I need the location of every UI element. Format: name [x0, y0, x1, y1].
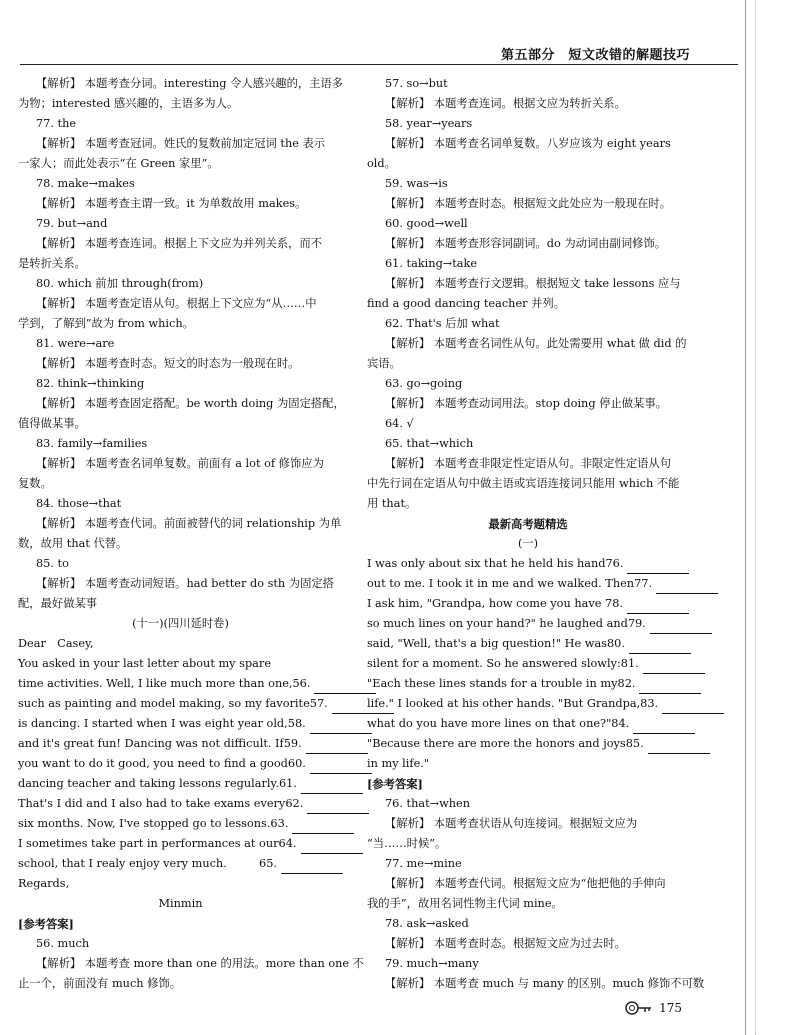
blank-line	[633, 719, 695, 734]
text-line	[18, 794, 343, 814]
text-line: 59. was→is	[385, 177, 448, 190]
text-line: 83. family→families	[36, 437, 148, 450]
answer-blank	[607, 634, 691, 654]
blank-number: 58.	[287, 717, 306, 730]
text-line	[367, 694, 689, 714]
text-line: 【解析】 本题考查形容词副词。do 为动词由副词修饰。	[385, 237, 667, 250]
text-line	[18, 674, 343, 694]
text-line: 77. me→mine	[385, 857, 462, 870]
answer-blank	[626, 734, 710, 754]
blank-number: 80.	[607, 637, 625, 650]
text-line: Minmin	[158, 897, 203, 910]
page-number: 175	[659, 1001, 682, 1015]
blank-line	[656, 579, 718, 594]
passage-text: I sometimes take part in performances at our	[18, 837, 279, 850]
text-line: in my life."	[367, 757, 430, 770]
text-line: [参考答案]	[18, 917, 74, 931]
text-line: 77. the	[36, 117, 77, 130]
blank-number: 64.	[278, 837, 297, 850]
text-line: 【解析】 本题考查名词单复数。八岁应该为 eight years	[385, 137, 671, 150]
text-line: 最新高考题精选	[488, 517, 568, 531]
text-line	[18, 854, 343, 874]
blank-number: 57.	[309, 697, 328, 710]
key-logo-icon	[625, 1000, 653, 1016]
blank-line	[662, 699, 724, 714]
answer-blank	[618, 674, 702, 694]
text-line: 【解析】 本题考查非限定性定语从句。非限定性定语从句	[385, 457, 672, 470]
blank-number: 59.	[283, 737, 302, 750]
blank-number: 56.	[292, 677, 311, 690]
blank-line	[643, 659, 705, 674]
blank-line	[281, 859, 343, 874]
blank-number: 77.	[634, 577, 653, 590]
blank-line	[629, 639, 691, 654]
passage-text: I was only about six that he held his hand	[367, 557, 606, 570]
text-line	[18, 714, 343, 734]
answer-blank	[621, 654, 705, 674]
text-line: 58. year→years	[385, 117, 473, 130]
blank-line	[639, 679, 701, 694]
text-line: 【解析】 本题考查名词性从句。此处需要用 what 做 did 的	[385, 337, 687, 350]
text-line: 【解析】 本题考查主谓一致。it 为单数故用 makes。	[36, 197, 307, 210]
text-line	[367, 574, 689, 594]
blank-number: 76.	[605, 557, 624, 570]
text-line: 【解析】 本题考查动词短语。had better do sth 为固定搭	[36, 577, 334, 590]
text-line: 中先行词在定语从句中做主语或宾语连接词只能用 which 不能	[367, 477, 680, 490]
text-line: 64. √	[385, 417, 414, 430]
answer-blank	[628, 614, 712, 634]
passage-text: so much lines on your hand?" he laughed and	[367, 617, 628, 630]
blank-line	[310, 719, 372, 734]
passage-text: time activities. Well, I like much more than one,	[18, 677, 293, 690]
passage-text: said, "Well, that's a big question!" He was	[367, 637, 607, 650]
text-line: 复数。	[18, 477, 52, 490]
blank-number: 82.	[617, 677, 636, 690]
passage-text: such as painting and model making, so my favorite	[18, 697, 310, 710]
text-line: “当……时候”。	[367, 837, 447, 850]
text-line: 我的手”，故用名词性物主代词 mine。	[367, 897, 563, 910]
passage-text: That's I did and I also had to take exams every	[18, 797, 286, 810]
text-line: 79. but→and	[36, 217, 108, 230]
text-line	[367, 654, 689, 674]
text-line: 数，故用 that 代替。	[18, 537, 128, 550]
text-line	[18, 834, 343, 854]
text-line	[18, 814, 343, 834]
text-line: 【解析】 本题考查时态。根据短文应为过去时。	[385, 937, 626, 950]
text-line: old。	[367, 157, 396, 170]
text-line: 57. so→but	[385, 77, 448, 90]
left-column	[18, 74, 364, 994]
text-line: Dear Casey,	[18, 637, 94, 650]
answer-blank	[605, 554, 689, 574]
text-line: 80. which 前加 through(from)	[36, 277, 204, 290]
answer-blank	[288, 754, 372, 774]
text-line: 【解析】 本题考查固定搭配。be worth doing 为固定搭配，	[36, 397, 345, 410]
text-line: 62. That's 后加 what	[385, 317, 500, 330]
text-line: 78. ask→asked	[385, 917, 469, 930]
passage-text: out to me. I took it in me and we walked. Then	[367, 577, 635, 590]
text-line: 65. that→which	[385, 437, 474, 450]
text-line: 【解析】 本题考查连词。根据上下文应为并列关系，而不	[36, 237, 323, 250]
blank-line	[306, 739, 368, 754]
blank-number: 60.	[287, 757, 306, 770]
text-line: 【解析】 本题考查连词。根据文应为转折关系。	[385, 97, 626, 110]
blank-number: 85.	[625, 737, 644, 750]
blank-line	[301, 779, 363, 794]
passage-text: and it's great fun! Dancing was not difficult. If	[18, 737, 284, 750]
blank-number: 65.	[259, 857, 277, 870]
text-line: 【解析】 本题考查代词。根据短文应为“他把他的手伸向	[385, 877, 666, 890]
text-line	[18, 774, 343, 794]
text-line: 是转折关系。	[18, 257, 86, 270]
passage-text: school, that I realy enjoy very much.	[18, 857, 227, 870]
text-line: 一家人；而此处表示“在 Green 家里”。	[18, 157, 219, 170]
blank-line	[648, 739, 710, 754]
blank-number: 84.	[611, 717, 630, 730]
text-line: (一)	[517, 537, 539, 550]
blank-number: 81.	[620, 657, 639, 670]
passage-text: what do you have more lines on that one?"	[367, 717, 612, 730]
text-line: 值得做某事。	[18, 417, 86, 430]
text-line	[18, 734, 343, 754]
passage-text: I ask him, "Grandpa, how come you have	[367, 597, 602, 610]
blank-number: 63.	[270, 817, 289, 830]
passage-text: life." I looked at his other hands. "But Grandpa,	[367, 697, 641, 710]
answer-blank	[634, 574, 718, 594]
passage-text: "Each these lines stands for a trouble in my	[367, 677, 618, 690]
text-line: 【解析】 本题考查 more than one 的用法。more than one 不	[36, 957, 364, 970]
text-line: 79. much→many	[385, 957, 479, 970]
text-line: 止一个，前面没有 much 修饰。	[18, 977, 182, 990]
text-line	[367, 614, 689, 634]
answer-blank	[640, 694, 724, 714]
header-rule	[20, 64, 738, 65]
answer-blank	[293, 674, 377, 694]
text-line: 【解析】 本题考查时态。短文的时态为一般现在时。	[36, 357, 300, 370]
text-line: 60. good→well	[385, 217, 468, 230]
answer-blank	[285, 794, 369, 814]
answer-blank	[284, 734, 368, 754]
text-line: 【解析】 本题考查动词用法。stop doing 停止做某事。	[385, 397, 667, 410]
text-line: You asked in your last letter about my spare	[18, 657, 271, 670]
text-line: 61. taking→take	[385, 257, 478, 270]
text-line: 【解析】 本题考查时态。根据短文此处应为一般现在时。	[385, 197, 672, 210]
text-line: Regards,	[18, 877, 70, 890]
text-line: 84. those→that	[36, 497, 122, 510]
text-line	[367, 714, 689, 734]
text-line	[18, 754, 343, 774]
blank-line	[627, 599, 689, 614]
passage-text: silent for a moment. So he answered slowly:	[367, 657, 621, 670]
blank-line	[650, 619, 712, 634]
blank-number: 83.	[640, 697, 659, 710]
text-line: 【解析】 本题考查代词。前面被替代的词 relationship 为单	[36, 517, 342, 530]
text-line: 宾语。	[367, 357, 401, 370]
text-line: 【解析】 本题考查 much 与 many 的区别。much 修饰不可数	[385, 977, 705, 990]
text-line: 78. make→makes	[36, 177, 135, 190]
text-line	[367, 554, 689, 574]
text-line: 【解析】 本题考查行文逻辑。根据短文 take lessons 应与	[385, 277, 681, 290]
text-line: 【解析】 本题考查定语从句。根据上下文应为“从……中	[36, 297, 317, 310]
passage-text: six months. Now, I've stopped go to lessons.	[18, 817, 271, 830]
text-line: 【解析】 本题考查分词。interesting 令人感兴趣的，主语多	[36, 77, 344, 90]
answer-blank	[259, 854, 343, 874]
binding-edge	[745, 0, 746, 1035]
blank-number: 79.	[627, 617, 646, 630]
text-line: 63. go→going	[385, 377, 463, 390]
text-line	[367, 594, 689, 614]
answer-blank	[279, 834, 363, 854]
text-line	[367, 634, 689, 654]
text-line: 用 that。	[367, 497, 417, 510]
text-line: 76. that→when	[385, 797, 471, 810]
answer-blank	[288, 714, 372, 734]
answer-blank	[270, 814, 354, 834]
passage-text: "Because there are more the honors and joys	[367, 737, 626, 750]
text-line: find a good dancing teacher 并列。	[367, 297, 566, 310]
text-line	[367, 674, 689, 694]
answer-blank	[611, 714, 695, 734]
blank-number: 78.	[605, 597, 623, 610]
blank-line	[292, 819, 354, 834]
text-line: (十一)(四川延时卷)	[132, 617, 229, 630]
blank-line	[301, 839, 363, 854]
blank-line	[307, 799, 369, 814]
answer-blank	[605, 594, 689, 614]
passage-text: dancing teacher and taking lessons regularly.	[18, 777, 279, 790]
text-line: 学到，了解到”故为 from which。	[18, 317, 194, 330]
page-header-title: 第五部分 短文改错的解题技巧	[500, 48, 690, 63]
blank-line	[627, 559, 689, 574]
text-line: [参考答案]	[367, 777, 423, 791]
binding-edge-dotted	[755, 0, 756, 1035]
blank-line	[310, 759, 372, 774]
text-line	[18, 694, 343, 714]
text-line	[367, 734, 689, 754]
passage-text: is dancing. I started when I was eight year old,	[18, 717, 288, 730]
text-line: 85. to	[36, 557, 69, 570]
text-line: 【解析】 本题考查名词单复数。前面有 a lot of 修饰应为	[36, 457, 324, 470]
text-line: 【解析】 本题考查冠词。姓氏的复数前加定冠词 the 表示	[36, 137, 326, 150]
text-line: 81. were→are	[36, 337, 115, 350]
text-line: 82. think→thinking	[36, 377, 145, 390]
text-line: 56. much	[36, 937, 90, 950]
text-line: 为物；interested 感兴趣的，主语多为人。	[18, 97, 239, 110]
answer-blank	[279, 774, 363, 794]
page-footer	[625, 1000, 682, 1016]
blank-number: 62.	[285, 797, 304, 810]
right-column	[367, 74, 705, 994]
text-line: 配，最好做某事	[18, 597, 98, 610]
text-line: 【解析】 本题考查状语从句连接词。根据短文应为	[385, 817, 638, 830]
passage-text: you want to do it good, you need to find a good	[18, 757, 288, 770]
blank-number: 61.	[278, 777, 297, 790]
